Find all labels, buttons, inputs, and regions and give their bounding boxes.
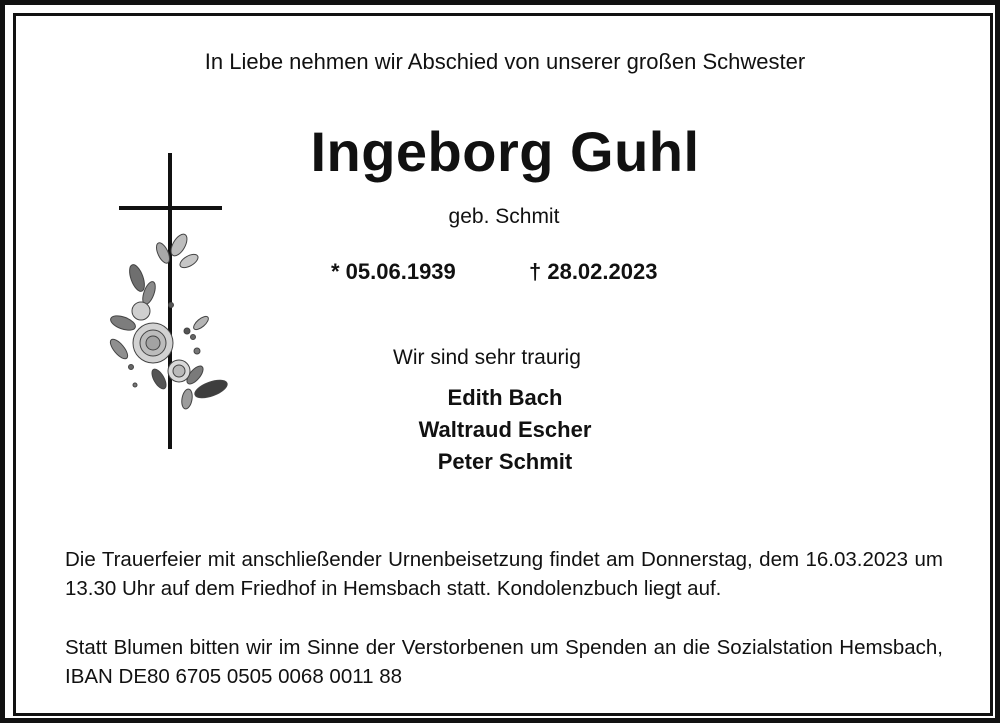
sadness-line: Wir sind sehr traurig bbox=[393, 346, 581, 369]
birth-date: * 05.06.1939 bbox=[331, 259, 456, 284]
donation-info: Statt Blumen bitten wir im Sinne der Verstorbenen um Spenden an die Sozialstation Hemsbach, IBAN DE80 6705 0505 0068 0011 88 bbox=[65, 636, 943, 688]
mourner-name: Peter Schmit bbox=[437, 449, 573, 474]
cross-with-flowers-icon bbox=[101, 153, 241, 453]
mourner-name: Edith Bach bbox=[447, 385, 563, 410]
intro-line: In Liebe nehmen wir Abschied von unserer großen Schwester bbox=[204, 49, 806, 74]
mourner-name: Waltraud Escher bbox=[418, 417, 592, 442]
funeral-info: Die Trauerfeier mit anschließender Urnenbeisetzung findet am Donnerstag, dem 16.03.2023 um 13.30 Uhr auf dem Friedhof in Hemsbach statt. Kondolenzbuch liegt auf. bbox=[65, 548, 943, 600]
birth-name: geb. Schmit bbox=[448, 205, 560, 228]
cross-icon bbox=[119, 153, 222, 449]
death-date: † 28.02.2023 bbox=[529, 259, 658, 284]
deceased-name: Ingeborg Guhl bbox=[310, 120, 700, 183]
